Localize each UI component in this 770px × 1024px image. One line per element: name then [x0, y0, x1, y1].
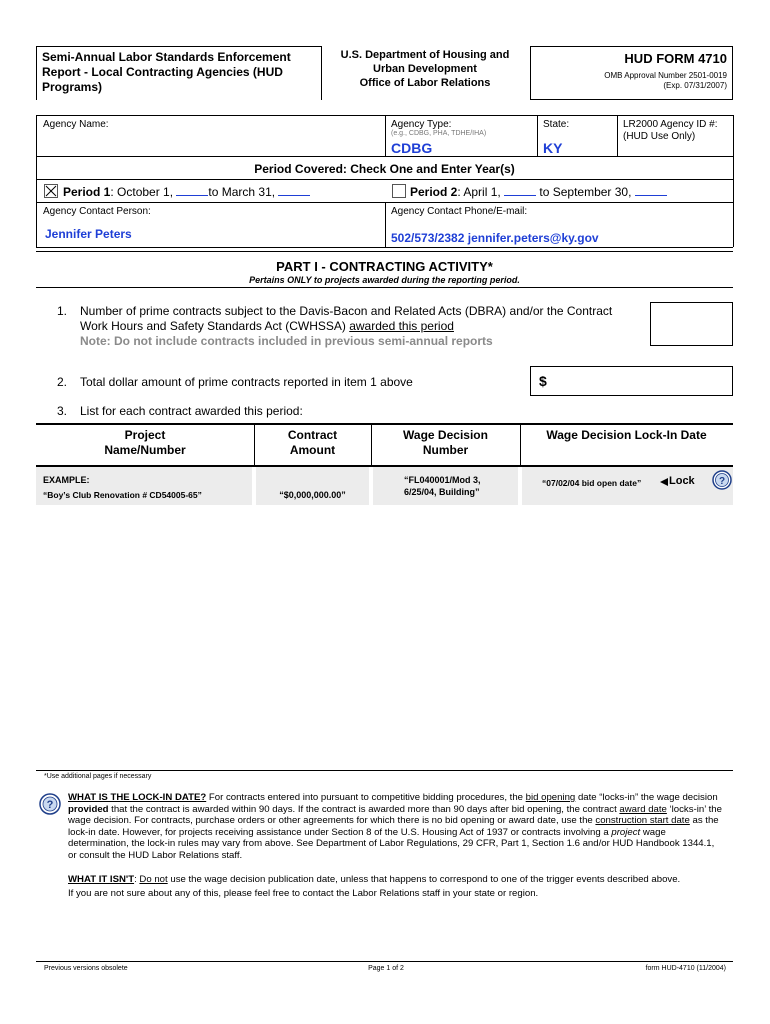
agency-name-label: Agency Name:	[43, 119, 109, 130]
department-name: U.S. Department of Housing and Urban Development Office of Labor Relations	[340, 49, 510, 89]
expiration: (Exp. 07/31/2007)	[663, 81, 727, 90]
item2-number: 2.	[57, 375, 68, 389]
contact-note: If you are not sure about any of this, please feel free to contact the Labor Relations staff in your state or region.	[68, 888, 539, 899]
period1-year-start[interactable]	[176, 184, 208, 196]
agency-name-field[interactable]	[40, 133, 382, 153]
dollar-sign: $	[539, 373, 547, 389]
example-amount: “$0,000,000.00”	[279, 490, 346, 500]
lr2000-label: LR2000 Agency ID #: (HUD Use Only)	[623, 119, 718, 142]
lock-in-explanation: WHAT IS THE LOCK-IN DATE? For contracts entered into pursuant to competitive bidding procedures, the bid opening date “locks-in” the wage decision provided that the contract is awarded within 90 days. If the contract is awarded more than 90 days after bid opening, the contract award date ‘locks-in’ the wage decision. For contracts, purchase orders or other agreements for which there is no bid opening or award date, use the construction start date as the lock-in date. However, for projects receiving assistance under Section 8 of the U.S. Housing Act of 1937 or contracts involving a project wage determination, the lock-in rules may vary from above. See Department of Labor Regulations, 29 CFR, Part 1, Section 1.6 and/or HUD Handbook 1344.1, or consult the HUD Labor Relations staff.	[68, 792, 722, 861]
what-it-isnt: WHAT IT ISN'T: Do not use the wage decision publication date, unless that happens to correspond to one of the trigger events described above.	[68, 874, 681, 885]
form-number: HUD FORM 4710	[624, 51, 727, 66]
example-label: EXAMPLE:	[43, 475, 90, 485]
left-triangle-icon	[660, 478, 668, 486]
period2-text: Period 2: April 1, to September 30,	[410, 184, 667, 199]
period1-checkbox[interactable]	[44, 184, 58, 198]
item1-text: Number of prime contracts subject to the Davis-Bacon and Related Acts (DBRA) and/or the Contract Work Hours and Safety Standards Act (CWHSSA) awarded this period Note: Do not include contracts included in previous semi-annual reports	[80, 304, 613, 348]
example-project: “Boy’s Club Renovation # CD54005-65”	[43, 490, 202, 500]
help-question-icon[interactable]	[39, 793, 61, 815]
contact-phone-value[interactable]: 502/573/2382 jennifer.peters@ky.gov	[391, 231, 599, 245]
item2-amount-input[interactable]	[530, 366, 733, 396]
period2-year-start[interactable]	[504, 184, 536, 196]
period1-year-end[interactable]	[278, 184, 310, 196]
svg-text:?: ?	[718, 476, 726, 487]
form-title: Semi-Annual Labor Standards Enforcement Report - Local Contracting Agencies (HUD Programs)	[42, 50, 291, 94]
state-label: State:	[543, 119, 570, 130]
agency-type-label: Agency Type:	[391, 119, 452, 130]
part1-title: PART I - CONTRACTING ACTIVITY*	[276, 259, 493, 274]
contact-person-label: Agency Contact Person:	[43, 206, 151, 217]
item2-text: Total dollar amount of prime contracts reported in item 1 above	[80, 375, 413, 389]
period2-checkbox[interactable]	[392, 184, 406, 198]
help-question-icon[interactable]	[712, 470, 732, 490]
agency-type-hint: (e.g., CDBG, PHA, TDHE/IHA)	[391, 130, 487, 137]
page-number: Page 1 of 2	[368, 965, 404, 972]
svg-text:?: ?	[46, 799, 54, 811]
period2-year-end[interactable]	[635, 184, 667, 196]
example-lock-date: “07/02/04 bid open date”	[542, 478, 642, 488]
state-value[interactable]: KY	[543, 140, 563, 156]
col-amount: Contract Amount	[287, 428, 338, 457]
item1-count-input[interactable]	[650, 302, 733, 346]
additional-pages-note: *Use additional pages if necessary	[44, 773, 152, 780]
item1-number: 1.	[57, 304, 68, 318]
footer-right: form HUD-4710 (11/2004)	[645, 965, 726, 972]
period1-text: Period 1: October 1, to March 31,	[63, 184, 310, 199]
agency-type-value[interactable]: CDBG	[391, 140, 433, 156]
period-heading: Period Covered: Check One and Enter Year(s)	[254, 162, 515, 176]
omb-number: OMB Approval Number 2501-0019	[604, 71, 727, 80]
footer-left: Previous versions obsolete	[44, 965, 128, 972]
example-wage-decision: “FL040001/Mod 3, 6/25/04, Building”	[404, 475, 481, 497]
col-wage-decision: Wage Decision Number	[403, 428, 488, 457]
item3-text: List for each contract awarded this period:	[80, 404, 303, 418]
form-number-box	[530, 46, 733, 100]
contact-person-value[interactable]: Jennifer Peters	[45, 227, 132, 241]
part1-subtitle: Pertains ONLY to projects awarded during the reporting period.	[249, 275, 520, 285]
col-lock-in-date: Wage Decision Lock-In Date	[546, 428, 707, 442]
checkmark-x-icon	[45, 185, 57, 197]
col-project: Project Name/Number	[104, 428, 186, 457]
lock-label: Lock	[669, 475, 695, 487]
item3-number: 3.	[57, 404, 68, 418]
contact-phone-label: Agency Contact Phone/E-mail:	[391, 206, 528, 217]
